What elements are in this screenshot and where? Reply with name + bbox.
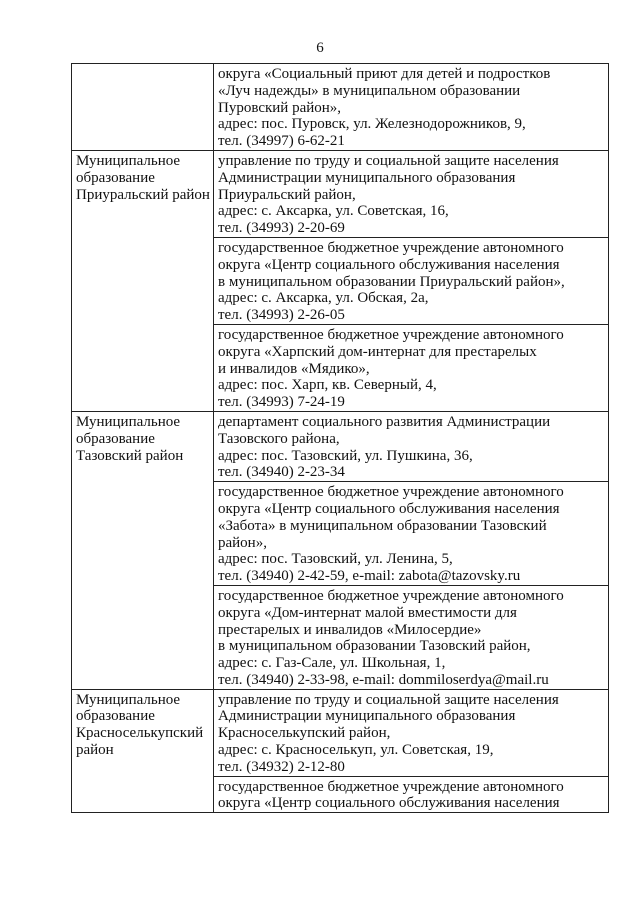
table-row — [72, 689, 609, 776]
institution-cell — [214, 482, 609, 586]
institution-text-line: адрес: пос. Тазовский, ул. Ленина, 5, — [218, 551, 453, 568]
institution-text-line: Красноселькупский район, — [218, 725, 391, 742]
district-cell — [72, 411, 214, 689]
institution-text-line: адрес: пос. Пуровск, ул. Железнодорожников, 9, — [218, 116, 526, 133]
institution-text-line: «Луч надежды» в муниципальном образовании — [218, 82, 521, 99]
institution-text-line: государственное бюджетное учреждение автономного — [218, 239, 564, 256]
institution-text-line: Пуровский район», — [218, 99, 342, 116]
institution-text-line: округа «Центр социального обслуживания населения — [218, 500, 560, 517]
institution-text-line: округа «Дом-интернат малой вместимости для — [218, 604, 517, 621]
district-name-line: Муниципальное — [76, 691, 181, 708]
institution-text-line: адрес: с. Красноселькуп, ул. Советская, 19, — [218, 742, 494, 759]
institution-cell — [214, 689, 609, 776]
institution-text-line: округа «Центр социального обслуживания населения — [218, 256, 560, 273]
institution-text-line: адрес: с. Аксарка, ул. Обская, 2а, — [218, 290, 429, 307]
district-name-line: район — [76, 742, 114, 759]
district-name-line: образование — [76, 708, 155, 725]
institution-text-line: район», — [218, 534, 267, 551]
institution-text-line: и инвалидов «Мядико», — [218, 360, 370, 377]
institution-text-line: управление по труду и социальной защите населения — [218, 691, 559, 708]
institution-text-line: престарелых и инвалидов «Милосердие» — [218, 621, 482, 638]
institution-text-line: округа «Харпский дом-интернат для престарелых — [218, 343, 537, 360]
institution-cell — [214, 411, 609, 481]
district-cell — [72, 64, 214, 151]
institution-text-line: округа «Центр социального обслуживания населения — [218, 795, 560, 812]
institution-text-line: округа «Социальный приют для детей и подростков — [218, 66, 551, 82]
institution-text-line: тел. (34940) 2-42-59, e-mail: zabota@tazovsky.ru — [218, 568, 521, 585]
table-row — [72, 411, 609, 481]
institution-text-line: государственное бюджетное учреждение автономного — [218, 587, 564, 604]
district-name-line: Красноселькупский — [76, 725, 204, 742]
institution-text-line: Администрации муниципального образования — [218, 708, 516, 725]
district-name-line: образование — [76, 430, 155, 447]
district-cell — [72, 689, 214, 813]
institution-text-line: адрес: пос. Тазовский, ул. Пушкина, 36, — [218, 447, 473, 464]
institution-text-line: адрес: пос. Харп, кв. Северный, 4, — [218, 377, 437, 394]
institution-text-line: тел. (34940) 2-23-34 — [218, 464, 345, 481]
district-name-line: образование — [76, 169, 155, 186]
institution-text-line: в муниципальном образовании Тазовский район, — [218, 638, 531, 655]
table-row — [72, 150, 609, 237]
institution-text-line: государственное бюджетное учреждение автономного — [218, 778, 564, 795]
institution-text-line: департамент социального развития Администрации — [218, 413, 551, 430]
institution-text-line: Администрации муниципального образования — [218, 169, 516, 186]
institution-text-line: тел. (34993) 2-20-69 — [218, 220, 345, 237]
institution-text-line: государственное бюджетное учреждение автономного — [218, 484, 564, 501]
institution-text-line: Приуральский район, — [218, 186, 356, 203]
table-row — [72, 64, 609, 151]
institution-cell — [214, 324, 609, 411]
institution-cell — [214, 776, 609, 813]
district-name-line: Муниципальное — [76, 152, 181, 169]
services-table — [71, 63, 609, 813]
institution-text-line: государственное бюджетное учреждение автономного — [218, 326, 564, 343]
institution-text-line: «Забота» в муниципальном образовании Тазовский — [218, 517, 547, 534]
district-name-line: Приуральский район — [76, 186, 210, 203]
district-name-line: Муниципальное — [76, 413, 181, 430]
institution-cell — [214, 64, 609, 151]
institution-cell — [214, 237, 609, 324]
institution-text-line: Тазовского района, — [218, 430, 340, 447]
institution-text-line: тел. (34993) 7-24-19 — [218, 394, 345, 411]
institution-text-line: тел. (34940) 2-33-98, e-mail: dommiloserdya@mail.ru — [218, 671, 549, 688]
institution-text-line: управление по труду и социальной защите населения — [218, 152, 559, 169]
institution-text-line: в муниципальном образовании Приуральский район», — [218, 273, 565, 290]
institution-cell — [214, 585, 609, 689]
district-cell — [72, 150, 214, 411]
page-number: 6 — [316, 40, 324, 56]
institution-text-line: тел. (34932) 2-12-80 — [218, 758, 345, 775]
institution-text-line: адрес: с. Аксарка, ул. Советская, 16, — [218, 203, 449, 220]
institution-text-line: тел. (34993) 2-26-05 — [218, 307, 345, 324]
institution-text-line: тел. (34997) 6-62-21 — [218, 133, 345, 150]
institution-text-line: адрес: с. Газ-Сале, ул. Школьная, 1, — [218, 655, 446, 672]
district-name-line: Тазовский район — [76, 447, 184, 464]
institution-cell — [214, 150, 609, 237]
